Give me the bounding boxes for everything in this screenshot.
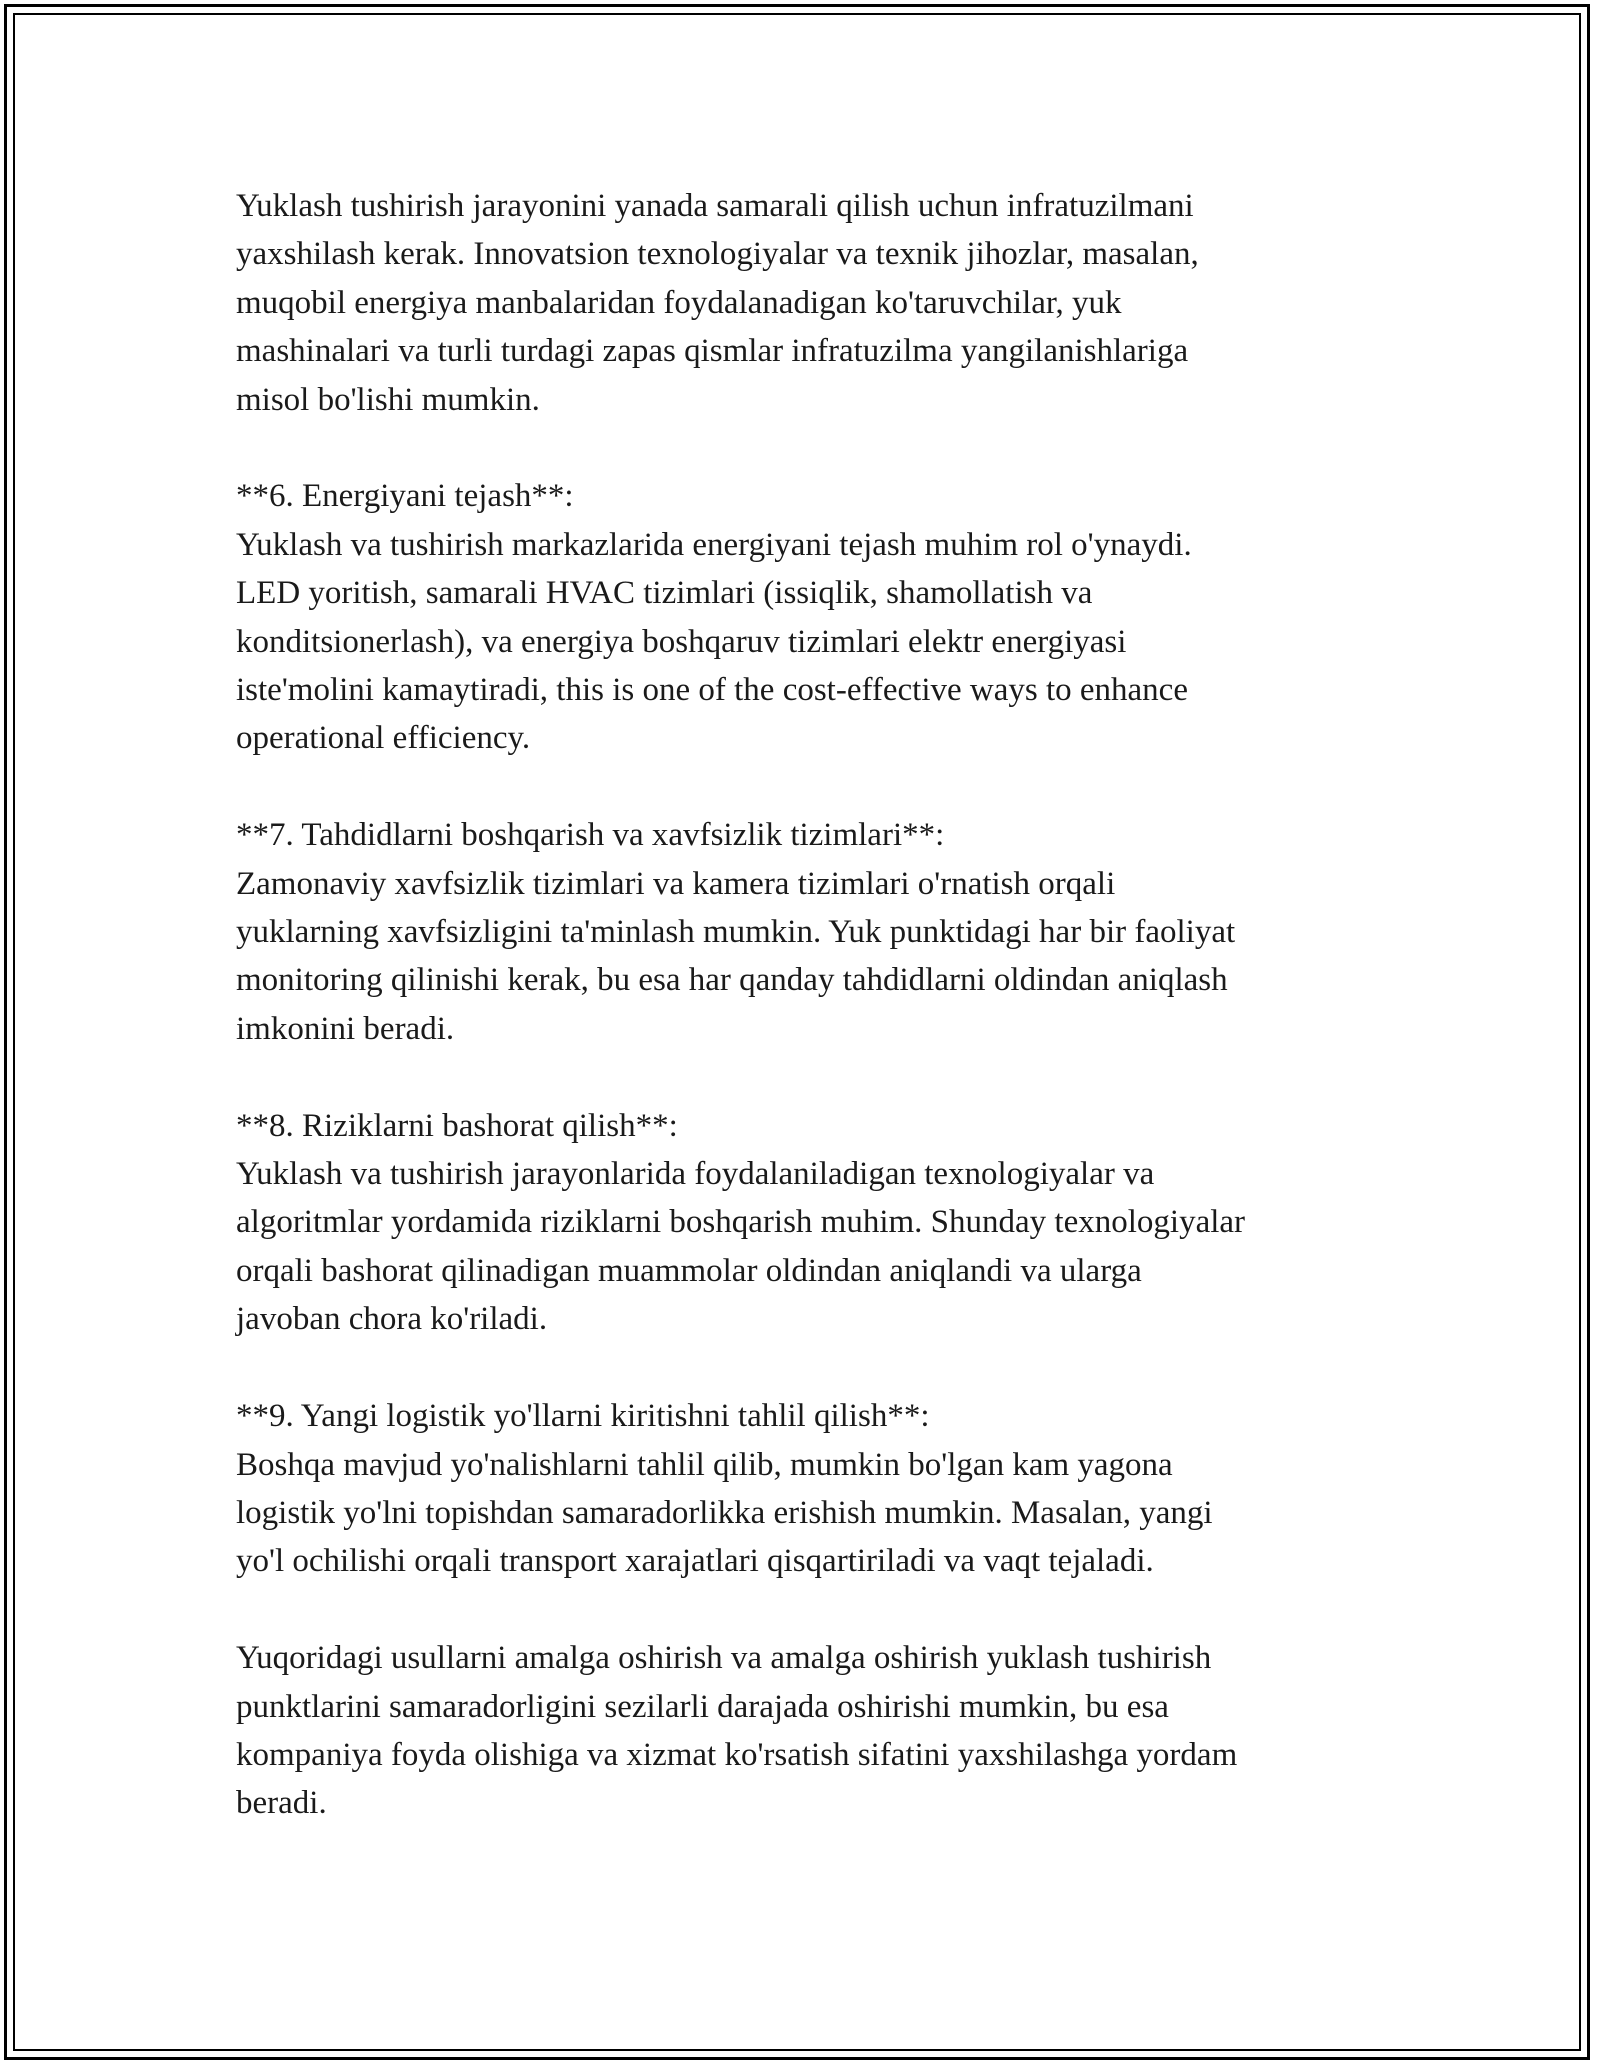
text-line: iste'molini kamaytiradi, this is one of the cost-effective ways to enhance — [236, 672, 1188, 709]
section-heading: **7. Tahdidlarni boshqarish va xavfsizlik tizimlari**: — [236, 817, 945, 854]
section-heading: **6. Energiyani tejash**: — [236, 478, 574, 515]
text-line: orqali bashorat qilinadigan muammolar oldindan aniqlandi va ularga — [236, 1252, 1142, 1289]
text-line: yuklarning xavfsizligini ta'minlash mumkin. Yuk punktidagi har bir faoliyat — [236, 914, 1236, 951]
section-risk-forecasting — [236, 1102, 1366, 1344]
text-line: LED yoritish, samarali HVAC tizimlari (issiqlik, shamollatish va — [236, 575, 1093, 612]
text-line: Zamonaviy xavfsizlik tizimlari va kamera tizimlari o'rnatish orqali — [236, 865, 1116, 902]
paragraph-infrastructure — [236, 182, 1366, 424]
document-body — [236, 182, 1366, 1828]
text-line: Yuqoridagi usullarni amalga oshirish va amalga oshirish yuklash tushirish — [236, 1640, 1212, 1677]
text-line: algoritmlar yordamida riziklarni boshqarish muhim. Shunday texnologiyalar — [236, 1204, 1246, 1241]
text-line: Yuklash va tushirish markazlarida energiyani tejash muhim rol o'ynaydi. — [236, 526, 1192, 563]
section-heading: **9. Yangi logistik yo'llarni kiritishni tahlil qilish**: — [236, 1398, 930, 1435]
text-line: mashinalari va turli turdagi zapas qismlar infratuzilma yangilanishlariga — [236, 333, 1189, 370]
text-line: logistik yo'lni topishdan samaradorlikka erishish mumkin. Masalan, yangi — [236, 1494, 1213, 1531]
section-security-systems — [236, 811, 1366, 1053]
section-logistics-routes — [236, 1392, 1366, 1586]
text-line: monitoring qilinishi kerak, bu esa har qanday tahdidlarni oldindan aniqlash — [236, 962, 1228, 999]
section-heading: **8. Riziklarni bashorat qilish**: — [236, 1107, 678, 1144]
text-line: kompaniya foyda olishiga va xizmat ko'rsatish sifatini yaxshilashga yordam — [236, 1736, 1238, 1773]
text-line: javoban chora ko'riladi. — [236, 1301, 548, 1338]
text-line: yaxshilash kerak. Innovatsion texnologiyalar va texnik jihozlar, masalan, — [236, 236, 1199, 273]
text-line: konditsionerlash), va energiya boshqaruv tizimlari elektr energiyasi — [236, 623, 1127, 660]
text-line: imkonini beradi. — [236, 1010, 455, 1047]
text-line: yo'l ochilishi orqali transport xarajatlari qisqartiriladi va vaqt tejaladi. — [236, 1543, 1154, 1580]
text-line: misol bo'lishi mumkin. — [236, 381, 540, 418]
text-line: Boshqa mavjud yo'nalishlarni tahlil qilib, mumkin bo'lgan kam yagona — [236, 1446, 1173, 1483]
text-line: Yuklash tushirish jarayonini yanada samarali qilish uchun infratuzilmani — [236, 188, 1194, 224]
section-energy-saving — [236, 472, 1366, 762]
text-line: operational efficiency. — [236, 720, 531, 757]
paragraph-conclusion — [236, 1634, 1366, 1828]
text-line: punktlarini samaradorligini sezilarli darajada oshirishi mumkin, bu esa — [236, 1688, 1169, 1725]
text-line: beradi. — [236, 1785, 327, 1822]
text-line: Yuklash va tushirish jarayonlarida foydalaniladigan texnologiyalar va — [236, 1156, 1155, 1193]
text-line: muqobil energiya manbalaridan foydalanadigan ko'taruvchilar, yuk — [236, 284, 1122, 321]
